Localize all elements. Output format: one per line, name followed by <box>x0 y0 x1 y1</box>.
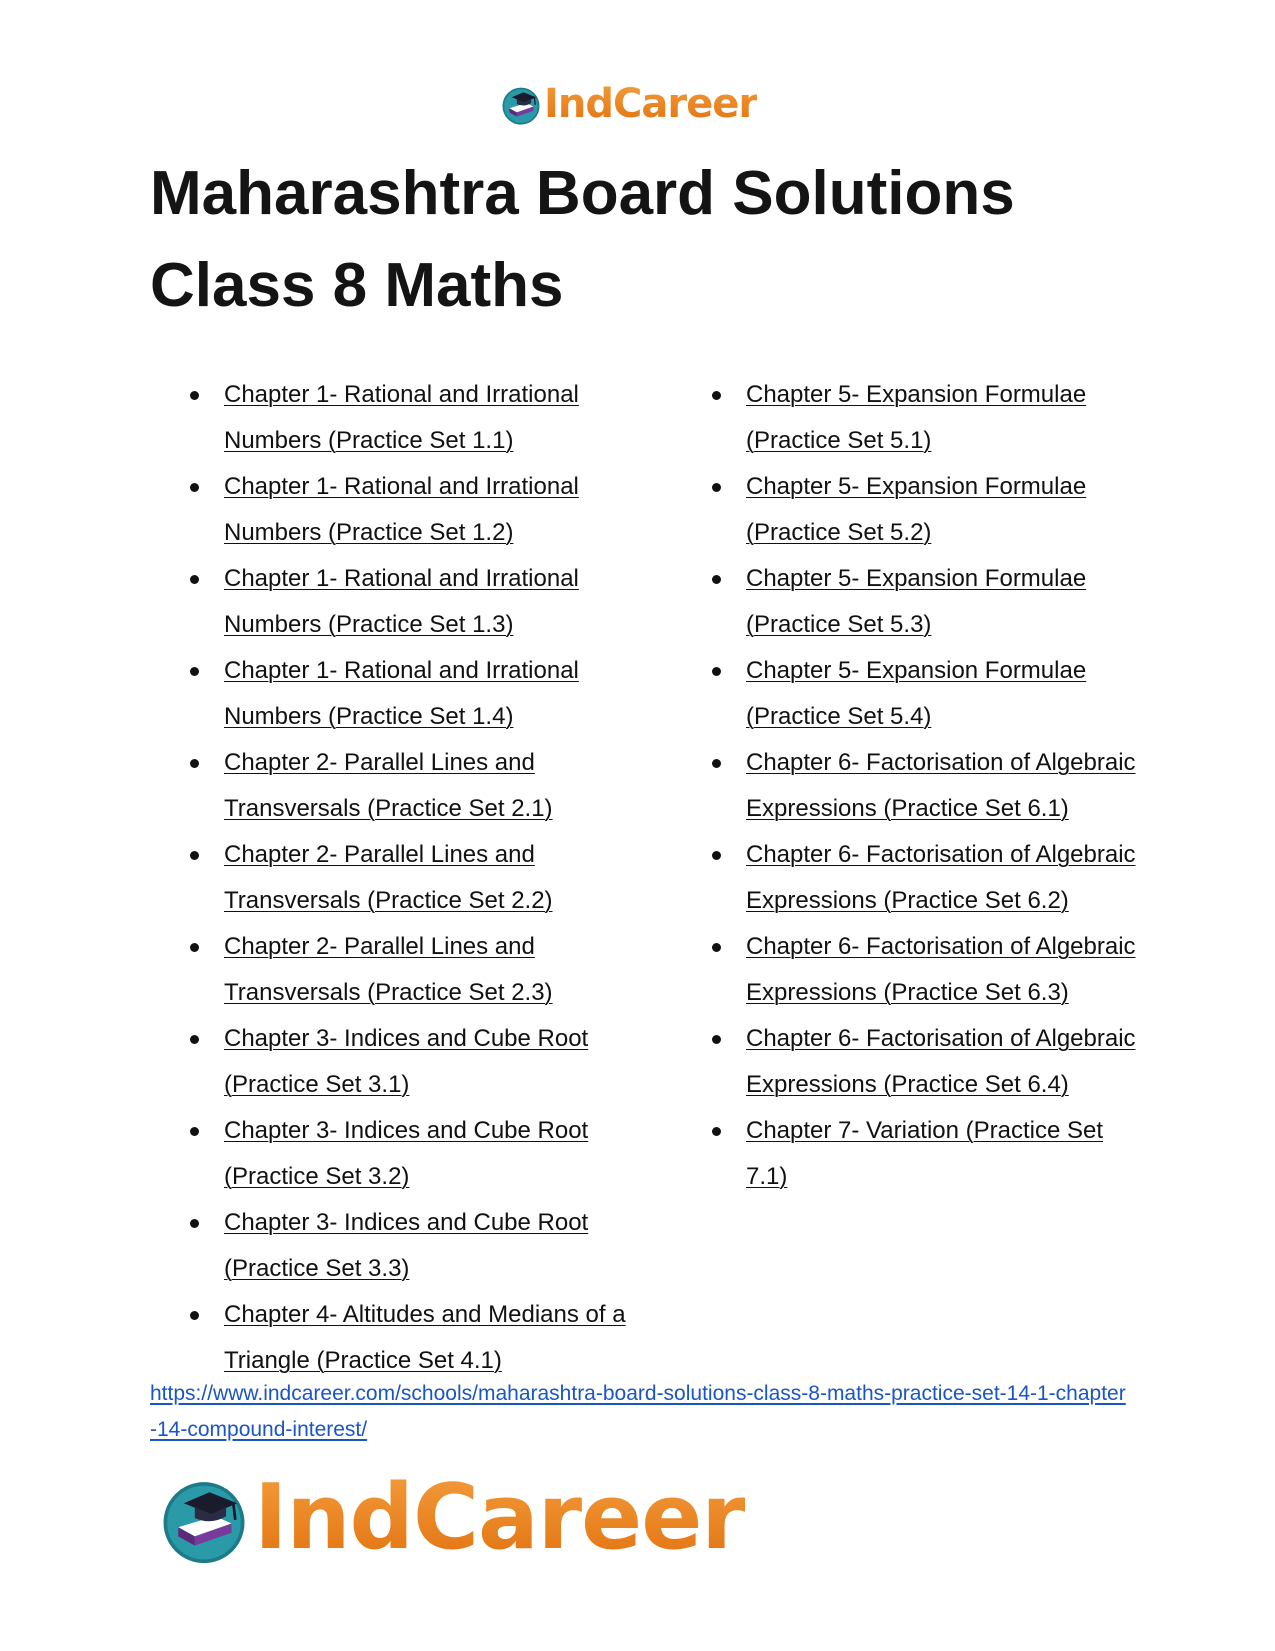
list-item <box>190 372 660 464</box>
chapter-link[interactable]: Chapter 2- Parallel Lines and Transversals (Practice Set 2.3) <box>224 933 553 1006</box>
bullet-icon <box>190 1035 199 1044</box>
list-item <box>712 924 1142 1016</box>
list-item <box>190 464 660 556</box>
indcareer-logo-top <box>500 80 757 128</box>
list-item <box>712 832 1142 924</box>
list-item <box>712 740 1142 832</box>
bullet-icon <box>190 1127 199 1136</box>
chapter-link[interactable]: Chapter 5- Expansion Formulae (Practice Set 5.4) <box>746 657 1087 730</box>
list-item <box>190 832 660 924</box>
list-item <box>190 740 660 832</box>
bullet-icon <box>712 1035 721 1044</box>
chapter-link[interactable]: Chapter 7- Variation (Practice Set 7.1) <box>746 1117 1104 1190</box>
list-item <box>190 1108 660 1200</box>
chapter-link[interactable]: Chapter 6- Factorisation of Algebraic Expressions (Practice Set 6.4) <box>746 1025 1136 1098</box>
chapter-link[interactable]: Chapter 6- Factorisation of Algebraic Expressions (Practice Set 6.1) <box>746 749 1136 822</box>
bullet-icon <box>712 943 721 952</box>
chapter-list-left <box>190 372 660 1384</box>
bullet-icon <box>190 667 199 676</box>
list-item <box>190 924 660 1016</box>
chapter-link[interactable]: Chapter 2- Parallel Lines and Transversals (Practice Set 2.2) <box>224 841 553 914</box>
bullet-icon <box>190 1219 199 1228</box>
chapter-link[interactable]: Chapter 1- Rational and Irrational Numbers (Practice Set 1.1) <box>224 381 579 454</box>
bullet-icon <box>712 391 721 400</box>
list-item <box>190 556 660 648</box>
bullet-icon <box>190 943 199 952</box>
chapter-link[interactable]: Chapter 5- Expansion Formulae (Practice Set 5.3) <box>746 565 1087 638</box>
logo-wordmark: IndCareer <box>254 1465 745 1570</box>
chapter-link[interactable]: Chapter 5- Expansion Formulae (Practice Set 5.2) <box>746 473 1087 546</box>
bullet-icon <box>712 667 721 676</box>
chapter-link[interactable]: Chapter 3- Indices and Cube Root (Practice Set 3.3) <box>224 1209 589 1282</box>
bullet-icon <box>712 483 721 492</box>
list-item <box>712 1108 1142 1200</box>
bullet-icon <box>712 759 721 768</box>
graduation-book-globe-icon <box>158 1472 250 1564</box>
chapter-link[interactable]: Chapter 5- Expansion Formulae (Practice Set 5.1) <box>746 381 1087 454</box>
list-item <box>712 372 1142 464</box>
bullet-icon <box>190 759 199 768</box>
list-item <box>712 556 1142 648</box>
list-item <box>712 464 1142 556</box>
chapter-list-right <box>712 372 1142 1200</box>
chapter-link[interactable]: Chapter 1- Rational and Irrational Numbers (Practice Set 1.3) <box>224 565 579 638</box>
bullet-icon <box>190 1311 199 1320</box>
bullet-icon <box>190 575 199 584</box>
bullet-icon <box>190 851 199 860</box>
source-url-link[interactable]: https://www.indcareer.com/schools/maharashtra-board-solutions-class-8-maths-practice-set-14-1-chapter-14-compound-interest/ <box>150 1382 1126 1441</box>
list-item <box>712 648 1142 740</box>
chapter-link[interactable]: Chapter 3- Indices and Cube Root (Practice Set 3.1) <box>224 1025 589 1098</box>
bullet-icon <box>190 391 199 400</box>
bullet-icon <box>712 575 721 584</box>
list-item <box>190 648 660 740</box>
chapter-link[interactable]: Chapter 1- Rational and Irrational Numbers (Practice Set 1.2) <box>224 473 579 546</box>
chapter-link[interactable]: Chapter 6- Factorisation of Algebraic Expressions (Practice Set 6.3) <box>746 933 1136 1006</box>
bullet-icon <box>712 1127 721 1136</box>
indcareer-logo-bottom <box>158 1465 745 1570</box>
chapter-link[interactable]: Chapter 2- Parallel Lines and Transversals (Practice Set 2.1) <box>224 749 553 822</box>
logo-wordmark: IndCareer <box>544 81 758 127</box>
page-title: Maharashtra Board Solutions Class 8 Maths <box>150 159 1015 320</box>
chapter-link[interactable]: Chapter 3- Indices and Cube Root (Practice Set 3.2) <box>224 1117 589 1190</box>
graduation-book-globe-icon <box>500 83 542 125</box>
bullet-icon <box>190 483 199 492</box>
list-item <box>190 1292 660 1384</box>
chapter-link[interactable]: Chapter 4- Altitudes and Medians of a Triangle (Practice Set 4.1) <box>224 1301 626 1374</box>
chapter-link[interactable]: Chapter 6- Factorisation of Algebraic Expressions (Practice Set 6.2) <box>746 841 1136 914</box>
list-item <box>190 1200 660 1292</box>
list-item <box>190 1016 660 1108</box>
chapter-link[interactable]: Chapter 1- Rational and Irrational Numbers (Practice Set 1.4) <box>224 657 579 730</box>
bullet-icon <box>712 851 721 860</box>
list-item <box>712 1016 1142 1108</box>
